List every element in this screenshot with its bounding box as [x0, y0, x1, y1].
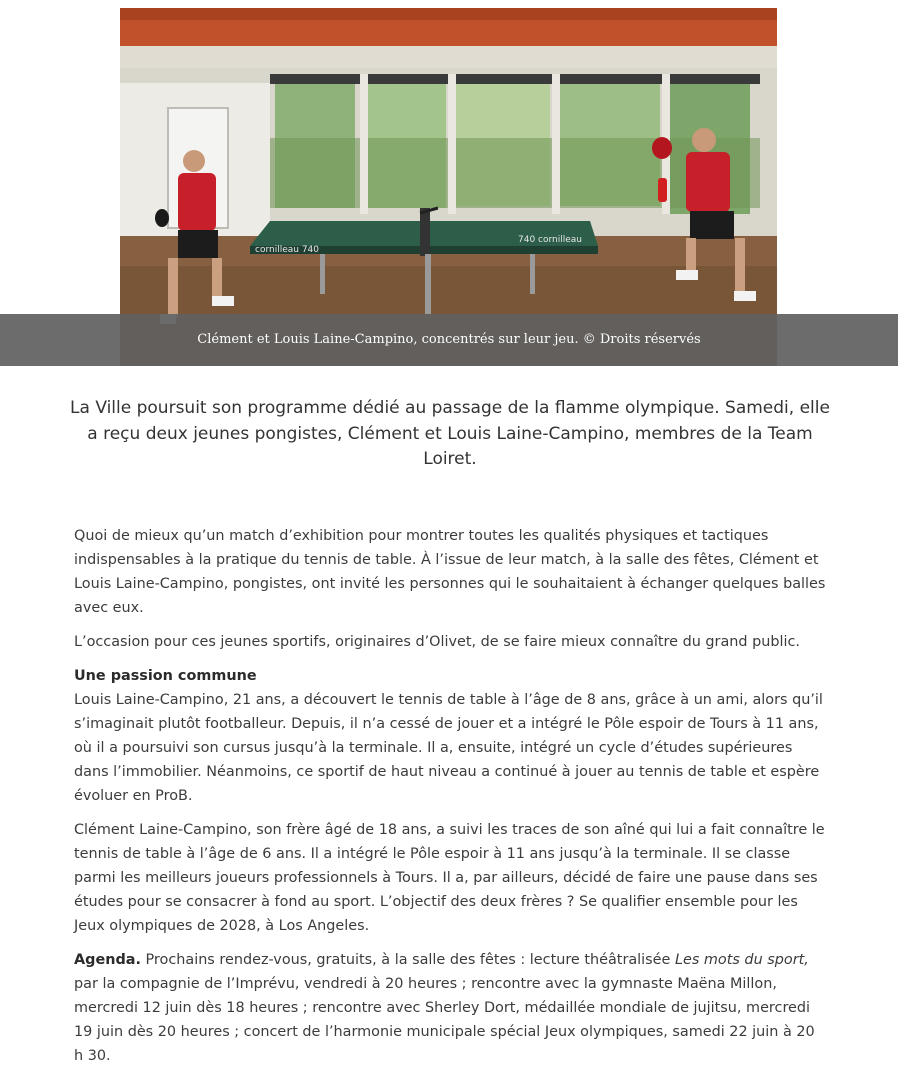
agenda-label: Agenda. — [74, 952, 141, 968]
article-lead: La Ville poursuit son programme dédié au passage de la flamme olympique. Samedi, elle a reçu deux jeunes pongistes, Clément et Louis Laine-Campino, membres de la Team Loiret. — [70, 398, 830, 469]
paragraph-agenda — [74, 948, 826, 1068]
subheading-passion: Une passion commune — [74, 668, 257, 684]
photo-caption: Clément et Louis Laine-Campino, concentrés sur leur jeu. © Droits réservés — [197, 332, 701, 347]
agenda-text-after: par la compagnie de l’Imprévu, vendredi à 20 heures ; rencontre avec la gymnaste Maëna Millon, mercredi 12 juin dès 18 heures ; rencontre avec Sherley Dort, médaillée mondiale de jujitsu, mercredi 19 juin dès 20 heures ; concert de l’harmonie municipale spécial Jeux olympiques, samedi 22 juin à 20 h 30. — [74, 976, 815, 1064]
table-brand-left: cornilleau 740 — [255, 245, 319, 255]
agenda-show-title: Les mots du sport, — [674, 952, 809, 968]
paragraph-occasion: L’occasion pour ces jeunes sportifs, originaires d’Olivet, de se faire mieux connaître du grand public. — [74, 634, 800, 650]
table-brand-right: 740 cornilleau — [518, 235, 582, 245]
paragraph-louis: Louis Laine-Campino, 21 ans, a découvert le tennis de table à l’âge de 8 ans, grâce à un ami, alors qu’il s’imaginait plutôt footballeur. Depuis, il n’a cessé de jouer et a intégré le Pôle espoir de Tours à 11 ans, où il a poursuivi son cursus jusqu’à la terminale. Il a, ensuite, intégré un cycle d’études supérieures dans l’immobilier. Néanmoins, ce sportif de haut niveau a continué à jouer au tennis de table et espère évoluer en ProB. — [74, 692, 823, 804]
article-body — [74, 524, 826, 1078]
paragraph-exhibition: Quoi de mieux qu’un match d’exhibition pour montrer toutes les qualités physiques et tactiques indispensables à la pratique du tennis de table. À l’issue de leur match, à la salle des fêtes, Clément et Louis Laine-Campino, pongistes, ont invité les personnes qui le souhaitaient à échanger quelques balles avec eux. — [74, 528, 826, 616]
agenda-text-before: Prochains rendez-vous, gratuits, à la salle des fêtes : lecture théâtralisée — [140, 952, 675, 968]
paragraph-clement: Clément Laine-Campino, son frère âgé de 18 ans, a suivi les traces de son aîné qui lui a fait connaître le tennis de table à l’âge de 6 ans. Il a intégré le Pôle espoir à 11 ans jusqu’à la terminale. Il se classe parmi les meilleurs joueurs professionnels à Tours. Il a, par ailleurs, décidé de faire une pause dans ses études pour se consacrer à fond au sport. L’objectif des deux frères ? Se qualifier ensemble pour les Jeux olympiques de 2028, à Los Angeles. — [74, 822, 825, 934]
article-photo — [120, 8, 777, 366]
ping-pong-photo-illustration — [120, 8, 777, 366]
